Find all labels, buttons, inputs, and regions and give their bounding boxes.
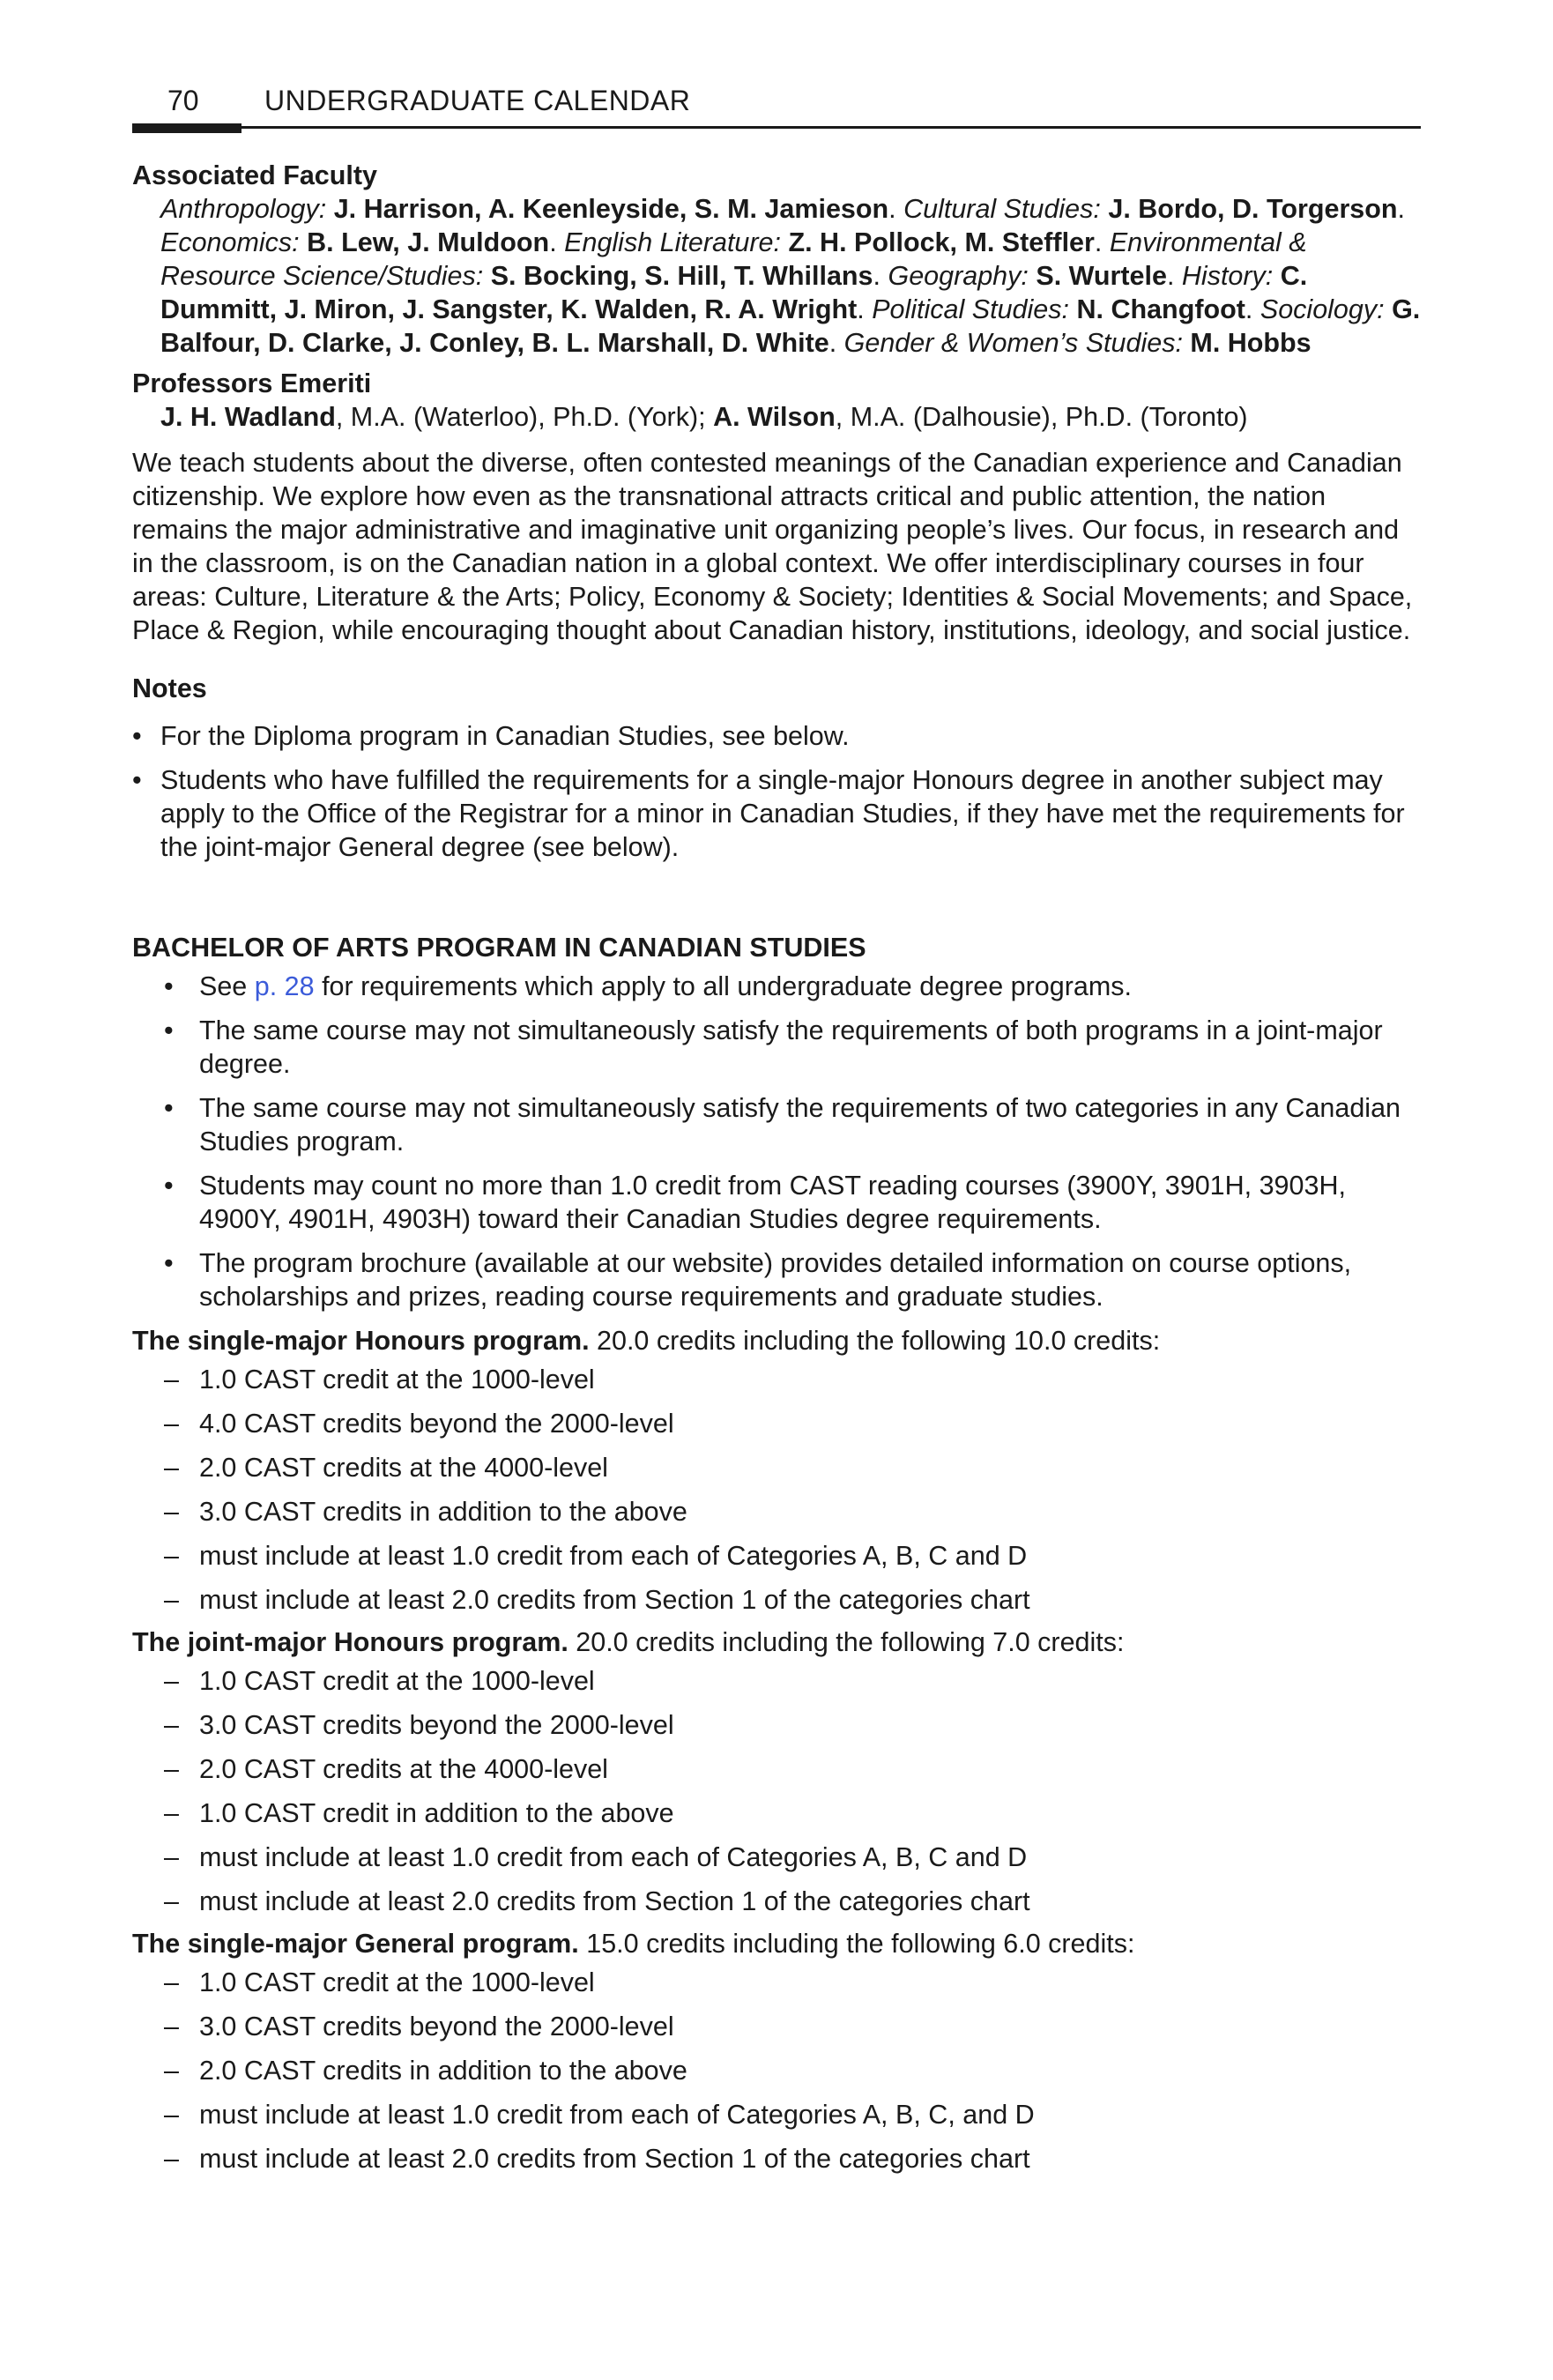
list-item: • For the Diploma program in Canadian Studies, see below. xyxy=(132,721,850,751)
list-item: – must include at least 1.0 credit from each of Categories A, B, C and D xyxy=(132,1534,1421,1578)
dash-icon: – xyxy=(164,2056,179,2086)
list-item: • See p. 28 for requirements which apply to all undergraduate degree programs. xyxy=(164,971,1132,1001)
faculty-names: S. Bocking, S. Hill, T. Whillans xyxy=(490,261,873,291)
list-item: – 2.0 CAST credits in addition to the above xyxy=(132,2049,1421,2093)
faculty-field: Gender & Women’s Studies: xyxy=(843,328,1183,358)
faculty-names: J. Harrison, A. Keenleyside, S. M. Jamieson xyxy=(333,194,889,224)
bullet-icon: • xyxy=(164,1171,174,1201)
list-item: – must include at least 2.0 credits from Section 1 of the categories chart xyxy=(132,2137,1421,2181)
program-requirements xyxy=(132,1659,1421,1923)
bullet-icon: • xyxy=(164,971,174,1001)
notes-list xyxy=(132,719,1421,864)
dash-icon: – xyxy=(164,1365,179,1395)
list-item: • Students who have fulfilled the requirements for a single-major Honours degree in another subject may apply to the Office of the Registrar for a minor in Canadian Studies, if they have met the requirements for the joint-major General degree (see below). xyxy=(132,765,1405,862)
dash-icon: – xyxy=(164,2012,179,2042)
dash-icon: – xyxy=(164,1967,179,1997)
dash-icon: – xyxy=(164,1798,179,1828)
faculty-field: Sociology: xyxy=(1259,294,1385,324)
dash-icon: – xyxy=(164,1453,179,1483)
list-item: – 1.0 CAST credit at the 1000-level xyxy=(132,1659,1421,1703)
running-title: UNDERGRADUATE CALENDAR xyxy=(264,85,691,116)
faculty-field: Political Studies: xyxy=(872,294,1069,324)
faculty-field: Anthropology: xyxy=(160,194,327,224)
program-heading: The joint-major Honours program. 20.0 credits including the following 7.0 credits: xyxy=(132,1627,1125,1657)
dash-icon: – xyxy=(164,2144,179,2174)
dash-icon: – xyxy=(164,1585,179,1615)
intro-paragraph: We teach students about the diverse, often contested meanings of the Canadian experience and Canadian citizenship. We explore how even as the transnational attracts critical and public attention, the nation remains the major administrative and imaginative unit organizing people’s lives. Our focus, in research and in the classroom, is on the Canadian nation in a global context. We offer interdisciplinary courses in four areas: Culture, Literature & the Arts; Policy, Economy & Society; Identities & Social Movements; and Space, Place & Region, while encouraging thought about Canadian history, institutions, ideology, and social justice. xyxy=(132,448,1413,645)
faculty-field: Geography: xyxy=(888,261,1029,291)
emeritus-name: J. H. Wadland xyxy=(160,402,336,432)
emeritus-name: A. Wilson xyxy=(713,402,836,432)
page-content xyxy=(132,159,1421,2181)
list-item: – must include at least 1.0 credit from each of Categories A, B, C, and D xyxy=(132,2093,1421,2137)
faculty-field: History: xyxy=(1181,261,1274,291)
list-item: – must include at least 2.0 credits from Section 1 of the categories chart xyxy=(132,1578,1421,1622)
notes-heading: Notes xyxy=(132,673,207,703)
ba-program-heading: BACHELOR OF ARTS PROGRAM IN CANADIAN STUDIES xyxy=(132,933,866,963)
list-item: • The program brochure (available at our website) provides detailed information on course options, scholarships and prizes, reading course requirements and graduate studies. xyxy=(164,1248,1352,1312)
associated-faculty-heading: Associated Faculty xyxy=(132,160,377,190)
dash-icon: – xyxy=(164,1754,179,1784)
faculty-field: Environmental & Resource Science/Studies: xyxy=(160,227,1307,291)
list-item: • The same course may not simultaneously satisfy the requirements of both programs in a joint-major degree. xyxy=(164,1015,1383,1079)
emeritus-credentials: , M.A. (Dalhousie), Ph.D. (Toronto) xyxy=(835,402,1248,432)
program-heading: The single-major General program. 15.0 credits including the following 6.0 credits: xyxy=(132,1929,1135,1959)
emeriti-list xyxy=(132,400,1421,434)
faculty-names: S. Wurtele xyxy=(1036,261,1167,291)
faculty-field: Cultural Studies: xyxy=(903,194,1101,224)
faculty-names: N. Changfoot xyxy=(1076,294,1245,324)
faculty-names: G. Balfour, D. Clarke, J. Conley, B. L. Marshall, D. White xyxy=(160,294,1421,358)
dash-icon: – xyxy=(164,1842,179,1872)
bullet-icon: • xyxy=(164,1093,174,1123)
page-link[interactable]: p. 28 xyxy=(254,971,315,1001)
bullet-icon: • xyxy=(132,721,142,751)
list-item: – must include at least 1.0 credit from each of Categories A, B, C and D xyxy=(132,1835,1421,1879)
faculty-names: C. Dummitt, J. Miron, J. Sangster, K. Walden, R. A. Wright xyxy=(160,261,1308,324)
dash-icon: – xyxy=(164,1710,179,1740)
list-item: – 3.0 CAST credits beyond the 2000-level xyxy=(132,1703,1421,1747)
list-item: – 1.0 CAST credit in addition to the above xyxy=(132,1791,1421,1835)
list-item: • The same course may not simultaneously satisfy the requirements of two categories in any Canadian Studies program. xyxy=(164,1093,1401,1157)
faculty-names: B. Lew, J. Muldoon xyxy=(307,227,550,257)
list-item: – 4.0 CAST credits beyond the 2000-level xyxy=(132,1402,1421,1446)
list-item: – must include at least 2.0 credits from Section 1 of the categories chart xyxy=(132,1879,1421,1923)
list-item: • Students may count no more than 1.0 credit from CAST reading courses (3900Y, 3901H, 3903H, 4900Y, 4901H, 4903H) toward their Canadian Studies degree requirements. xyxy=(164,1171,1346,1234)
dash-icon: – xyxy=(164,1497,179,1527)
page-header xyxy=(132,81,1421,134)
dash-icon: – xyxy=(164,1666,179,1696)
faculty-field: English Literature: xyxy=(564,227,781,257)
dash-icon: – xyxy=(164,2100,179,2130)
emeritus-credentials: , M.A. (Waterloo), Ph.D. (York); xyxy=(335,402,714,432)
bullet-icon: • xyxy=(164,1015,174,1045)
header-rule-thick xyxy=(132,123,241,133)
list-item: – 2.0 CAST credits at the 4000-level xyxy=(132,1747,1421,1791)
list-item: – 1.0 CAST credit at the 1000-level xyxy=(132,1357,1421,1402)
bullet-icon: • xyxy=(164,1248,174,1278)
faculty-names: J. Bordo, D. Torgerson xyxy=(1108,194,1398,224)
dash-icon: – xyxy=(164,1886,179,1916)
program-heading: The single-major Honours program. 20.0 credits including the following 10.0 credits: xyxy=(132,1326,1161,1356)
emeriti-heading: Professors Emeriti xyxy=(132,368,372,398)
ba-program-list xyxy=(132,970,1421,1313)
faculty-names: Z. H. Pollock, M. Steffler xyxy=(788,227,1095,257)
program-requirements xyxy=(132,1357,1421,1622)
list-item: – 3.0 CAST credits beyond the 2000-level xyxy=(132,2004,1421,2049)
header-rule-thin xyxy=(241,126,1421,129)
page-number: 70 xyxy=(167,85,199,116)
dash-icon: – xyxy=(164,1541,179,1571)
faculty-field: Economics: xyxy=(160,227,300,257)
list-item: – 2.0 CAST credits at the 4000-level xyxy=(132,1446,1421,1490)
list-item: – 3.0 CAST credits in addition to the above xyxy=(132,1490,1421,1534)
faculty-names: M. Hobbs xyxy=(1190,328,1312,358)
dash-icon: – xyxy=(164,1409,179,1439)
program-requirements xyxy=(132,1960,1421,2181)
list-item: – 1.0 CAST credit at the 1000-level xyxy=(132,1960,1421,2004)
bullet-icon: • xyxy=(132,765,142,795)
associated-faculty-list: Anthropology: J. Harrison, A. Keenleyside, S. M. Jamieson. Cultural Studies: J. Bordo, D. Torgerson. Economics: B. Lew, J. Muldoon. English Literature: Z. H. Pollock, M. Steffler. Environmental & Resource Science/Studies: S. Bocking, S. Hill, T. Whillans. Geography: S. Wurtele. History: C. Dummitt, J. Miron, J. Sangster, K. Walden, R. A. Wright. Political Studies: N. Changfoot. Sociology: G. Balfour, D. Clarke, J. Conley, B. L. Marshall, D. White. Gender & Women’s Studies: M. Hobbs xyxy=(160,194,1421,358)
